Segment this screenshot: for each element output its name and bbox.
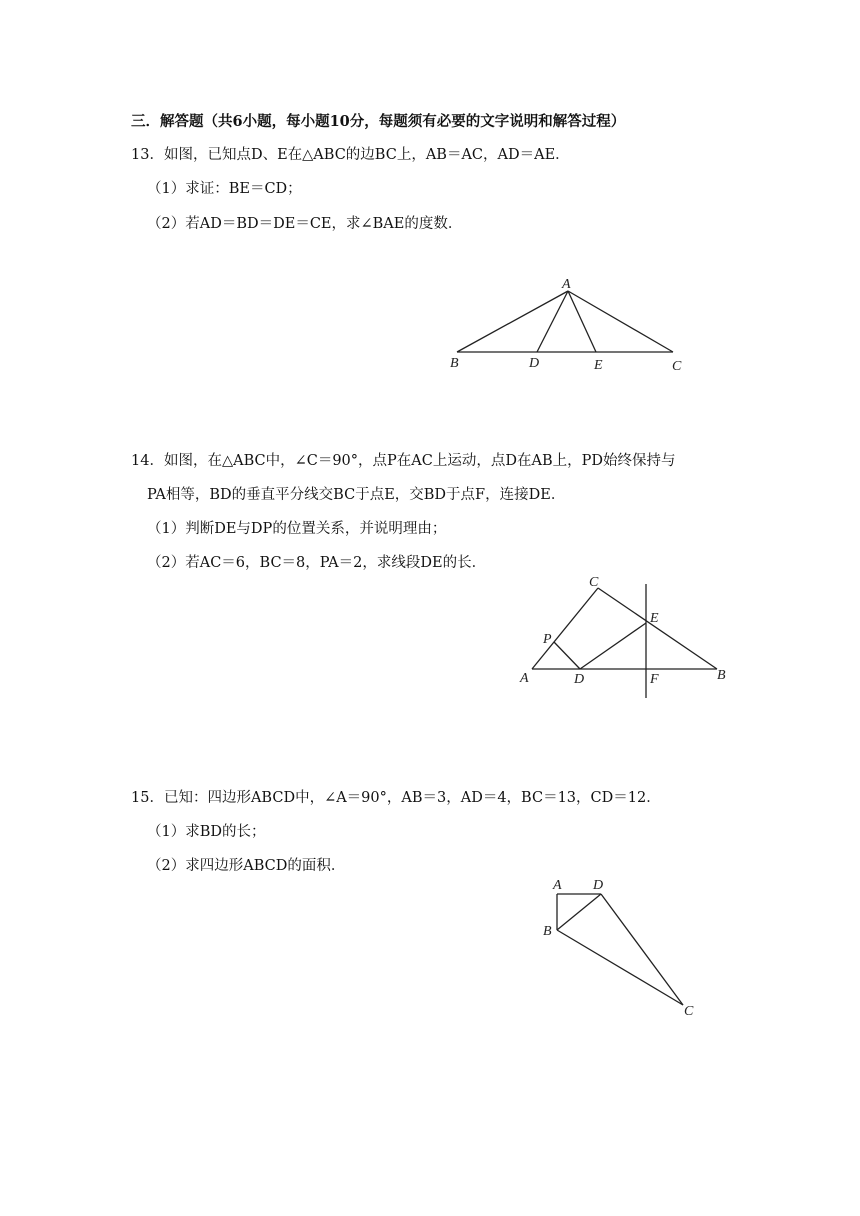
label-d: D [574, 672, 585, 687]
label-a: A [553, 878, 562, 893]
segment-ac [568, 291, 673, 352]
quadrilateral-abcd-diagram [530, 870, 710, 1030]
label-a: A [562, 277, 571, 292]
label-e: E [650, 611, 659, 626]
problem-13-stem: 13．如图，已知点D、E在△ABC的边BC上，AB＝AC，AD＝AE． [131, 147, 570, 163]
segment-dc [601, 894, 683, 1005]
label-d: D [593, 878, 604, 893]
label-p: P [543, 632, 552, 647]
problem-15-figure [530, 870, 710, 1034]
label-c: C [684, 1004, 694, 1019]
label-a: A [520, 671, 529, 686]
problem-15-stem: 15．已知：四边形ABCD中，∠A＝90°，AB＝3，AD＝4，BC＝13，CD＝12． [131, 790, 661, 806]
problem-14-stem: 14．如图，在△ABC中，∠C＝90°，点P在AC上运动，点D在AB上，PD始终保持与 [131, 453, 676, 469]
problem-14-part-1: （1）判断DE与DP的位置关系，并说明理由； [147, 521, 447, 537]
segment-ac [532, 588, 598, 669]
segment-cb [598, 588, 717, 669]
label-f: F [650, 672, 659, 687]
segment-ab [457, 291, 568, 352]
label-c: C [589, 575, 599, 590]
problem-15-part-2: （2）求四边形ABCD的面积． [147, 858, 346, 874]
problem-15-part-1: （1）求BD的长； [147, 824, 266, 840]
problem-14-figure [510, 572, 740, 706]
label-e: E [594, 358, 603, 373]
segment-bd [557, 894, 601, 930]
problem-13-figure [440, 272, 700, 386]
problem-14-stem-cont: PA相等，BD的垂直平分线交BC于点E，交BD于点F，连接DE． [147, 487, 566, 503]
right-triangle-diagram [510, 572, 740, 702]
segment-pd [554, 642, 580, 669]
label-b: B [543, 924, 552, 939]
triangle-abc-diagram [440, 272, 700, 382]
segment-ae [568, 291, 596, 352]
label-d: D [529, 356, 540, 371]
section-title: 三．解答题（共6小题，每小题10分，每题须有必要的文字说明和解答过程） [131, 113, 626, 130]
label-b: B [450, 356, 459, 371]
problem-13-part-2: （2）若AD＝BD＝DE＝CE，求∠BAE的度数． [147, 216, 463, 232]
label-c: C [672, 359, 682, 374]
label-b: B [717, 668, 726, 683]
segment-bc [557, 930, 683, 1005]
segment-de [580, 623, 646, 669]
problem-14-part-2: （2）若AC＝6，BC＝8，PA＝2，求线段DE的长． [147, 555, 487, 571]
problem-13-part-1: （1）求证：BE＝CD； [147, 181, 302, 197]
